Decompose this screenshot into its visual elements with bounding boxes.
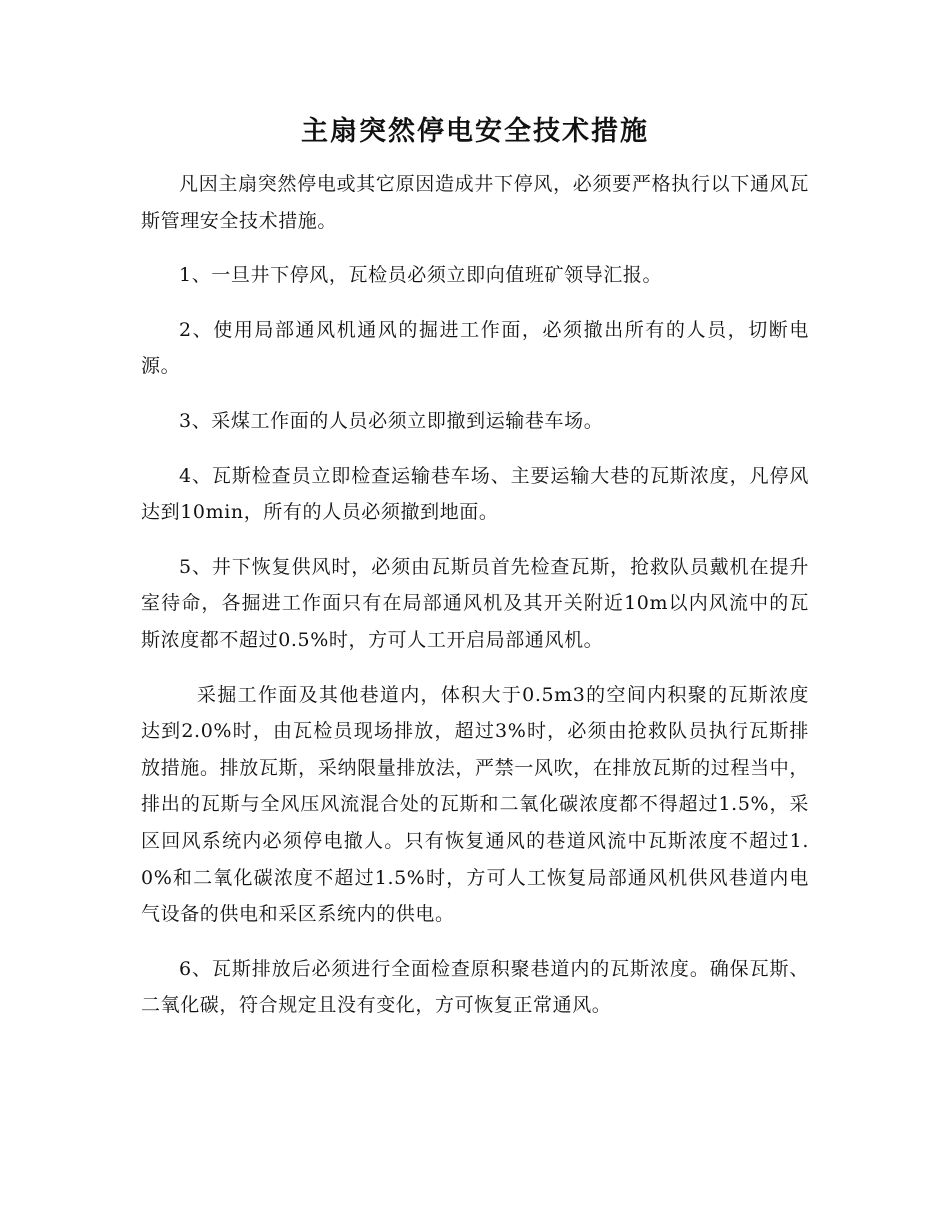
intro-paragraph: 凡因主扇突然停电或其它原因造成井下停风，必须要严格执行以下通风瓦斯管理安全技术措施。 — [141, 173, 809, 232]
measure-4-paragraph: 4、瓦斯检查员立即检查运输巷车场、主要运输大巷的瓦斯浓度，凡停风达到10min，所有的人员必须撤到地面。 — [141, 464, 809, 524]
gas-discharge-paragraph: 采掘工作面及其他巷道内，体积大于0.5m3的空间内积聚的瓦斯浓度达到2.0%时，由瓦检员现场排放，超过3%时，必须由抢救队员执行瓦斯排放措施。排放瓦斯，采纳限量排放法，严禁一风吹，在排放瓦斯的过程当中，排出的瓦斯与全风压风流混合处的瓦斯和二氧化碳浓度都不得超过1.5%，采区回风系统内必须停电撤人。只有恢复通风的巷道风流中瓦斯浓度不超过1.0%和二氧化碳浓度不超过1.5%时，方可人工恢复局部通风机供风巷道内电气设备的供电和采区系统内的供电。 — [141, 683, 809, 926]
document-body — [141, 166, 809, 1042]
measure-3-paragraph: 3、采煤工作面的人员必须立即撤到运输巷车场。 — [179, 409, 604, 432]
measure-5-paragraph: 5、井下恢复供风时，必须由瓦斯员首先检查瓦斯，抢救队员戴机在提升室待命，各掘进工作面只有在局部通风机及其开关附近10m以内风流中的瓦斯浓度都不超过0.5%时，方可人工开启局部通风机。 — [141, 555, 809, 651]
measure-6-paragraph: 6、瓦斯排放后必须进行全面检查原积聚巷道内的瓦斯浓度。确保瓦斯、二氧化碳，符合规定且没有变化，方可恢复正常通风。 — [141, 957, 809, 1017]
measure-1-paragraph: 1、一旦井下停风，瓦检员必须立即向值班矿领导汇报。 — [179, 264, 663, 287]
measure-2-paragraph: 2、使用局部通风机通风的掘进工作面，必须撤出所有的人员，切断电源。 — [141, 318, 809, 378]
document-title: 主扇突然停电安全技术措施 — [301, 116, 649, 147]
